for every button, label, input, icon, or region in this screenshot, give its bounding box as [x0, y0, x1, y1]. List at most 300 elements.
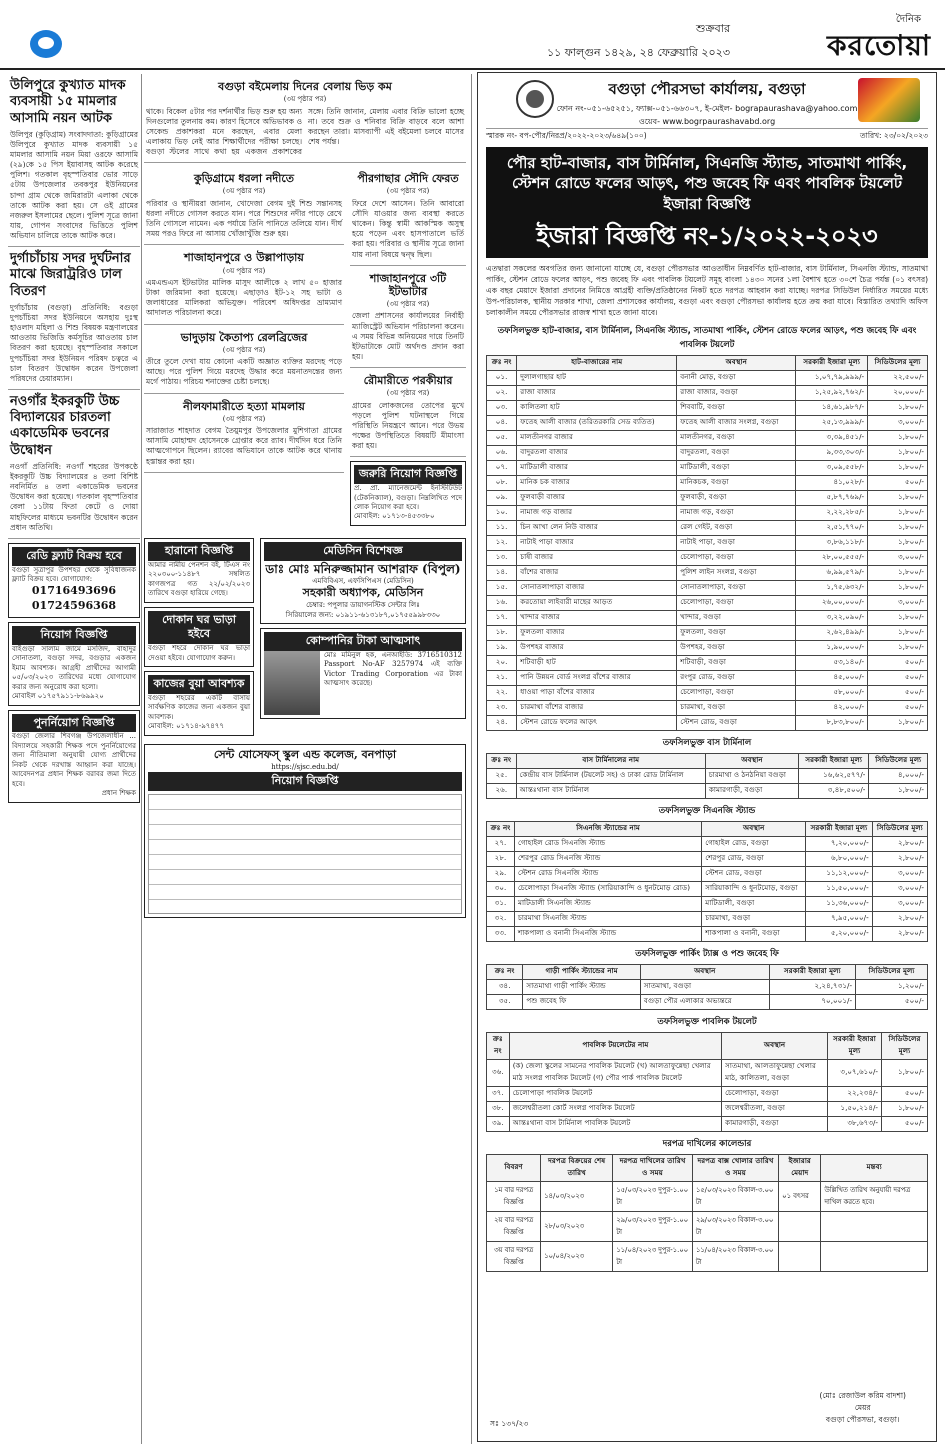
table-cell: ১০/০৪/২০২৩: [541, 1241, 613, 1271]
table-cell: স্টেশন রোড, বগুড়া: [677, 715, 796, 730]
doctor-degree: এমবিবিএস, এফসিপিএস (মেডিসিন): [312, 576, 414, 585]
table-cell: বাদুরতলা, বগুড়া: [677, 445, 796, 460]
table-cell: ৩,০৯,৫৫৮/-: [796, 460, 868, 475]
table-cell: মানিক চক বাজার: [517, 475, 677, 490]
article-roumari: [350, 368, 466, 457]
table-cell: ৩,০০০/-: [872, 866, 927, 881]
table-cell: ০৫.: [487, 430, 517, 445]
table-header-row: [487, 821, 928, 836]
table-cell: ৩৯.: [487, 1116, 510, 1131]
article-naogaon: [8, 390, 140, 539]
table-row: [487, 1241, 928, 1271]
table-hats: [486, 355, 928, 731]
mujib-centenary-logo-icon: [858, 78, 920, 122]
municipality-seal-icon: [516, 80, 554, 118]
table-row: [487, 415, 928, 430]
table-cell: ২৫.: [487, 768, 517, 783]
table-cell: [821, 1211, 928, 1241]
table-row: [487, 979, 928, 994]
school-web: https://sjsc.edu.bd/: [271, 762, 339, 771]
table-cell: ১,৮০০/-: [868, 400, 928, 415]
table-row: [487, 670, 928, 685]
table-cell: উল্লিখিত তারিখ অনুযায়ী দরপত্র দাখিল করতে হবে।: [821, 1181, 928, 1211]
notice-contact: ফোন নং-০৫১-৬৫২৫১, ফ্যাক্স-০৫১-৬৬৩০৭, ই-মেইল- bograpaurashava@yahoo.com: [556, 104, 858, 113]
table-cell: ১,৮০০/-: [868, 565, 928, 580]
column-header: বাস টার্মিনালের নাম: [516, 753, 705, 768]
table-cell: চারমাথা সিএনজি স্ট্যান্ড: [514, 911, 701, 926]
article-body: পরিবার ও স্থানীয়রা জানান, খোদেজা বেগম দুই শিশু সন্তানসহ ধরলা নদীতে গোসল করতে যান। পরে শিশুদের নদীর পাড়ে রেখে তিনি গোসলে নামেন। এক পর্যায়ে তিনি পানিতে তলিয়ে যান। দীর্ঘ সময় পরও ফিরে না আসায় খোঁজাখুঁজি শুরু হয়।: [146, 198, 342, 239]
ad-title: নিয়োগ বিজ্ঞপ্তি: [148, 772, 462, 791]
table-cell: ১৪.: [487, 565, 517, 580]
table-cell: ০৬.: [487, 445, 517, 460]
table-row: [487, 400, 928, 415]
school-posts-table: [148, 794, 462, 914]
table-cell: চারমাথা, বগুড়া: [702, 911, 806, 926]
table-row: [487, 505, 928, 520]
table-cell: ০২.: [487, 385, 517, 400]
table-row: [487, 625, 928, 640]
column-header: অবস্থান: [640, 964, 769, 979]
table-cell: চাষী বাজার: [517, 550, 677, 565]
column-header: ক্রঃ নং: [487, 753, 517, 768]
article-bhaduria: [144, 325, 344, 394]
table-cell: নামাজ গড়, বগুড়া: [677, 505, 796, 520]
table-cell: ৩৬.: [487, 1059, 510, 1086]
table-title: তফসিলভুক্ত সিএনজি স্ট্যান্ড: [658, 805, 756, 816]
table-cell: ১১,৫০,০০০/-: [806, 881, 872, 896]
table-cell: ১,০৭,৭৯,৯৯৯/-: [796, 370, 868, 385]
table-cell: ধাওয়া পাড়া বাঁশের বাজার: [517, 685, 677, 700]
table-cell: শেরপুর রোড সিএনজি স্ট্যান্ড: [514, 851, 701, 866]
table-cell: ২৮/০৩/২০২৩: [541, 1211, 613, 1241]
table-cell: কালিতলা হাট: [517, 400, 677, 415]
table-row: [487, 595, 928, 610]
doctor-title: সহকারী অধ্যাপক, মেডিসিন: [302, 586, 424, 600]
table-cell: ১,৮০০/-: [868, 535, 928, 550]
table-cell: ৫,২০,০০০/-: [806, 926, 872, 941]
table-cell: ৪১,০২৮/-: [796, 475, 868, 490]
table-cell: বাঁশের বাজার: [517, 565, 677, 580]
table-cell: চারমাথা বাঁশের বাজার: [517, 700, 677, 715]
table-cell: ১৬,৬২,৫৭৭/-: [799, 768, 869, 783]
table-cell: ১৭.: [487, 610, 517, 625]
table-cell: চেলোপাড়া, বগুড়া: [677, 550, 796, 565]
table-cell: ১,২০০/-: [856, 979, 928, 994]
ad-maid: [144, 671, 254, 736]
ad-phone: মোবাইল: ০১৭১৩-৪৫৩৩৮০: [354, 512, 435, 521]
middle-left: [144, 166, 344, 530]
table-cell: ২,৮০০/-: [872, 926, 927, 941]
article-sub: (৩য় পৃষ্ঠার পর): [222, 187, 266, 196]
table-cell: ফতেহ আলী বাজার (তরিতরকারি সেড ব্যতিত): [517, 415, 677, 430]
table-row: [487, 655, 928, 670]
table-cell: নাটাই পাড়া বাজার: [517, 535, 677, 550]
table-cell: ৭,২০,০০০/-: [806, 836, 872, 851]
table-cell: শেরপুর রোড, বগুড়া: [702, 851, 806, 866]
table-cell: ১,৮০০/-: [868, 625, 928, 640]
table-cell: ৩,২২,০৯০/-: [796, 610, 868, 625]
article-sub: (৩য় পৃষ্ঠার পর): [386, 187, 430, 196]
table-row: [487, 836, 928, 851]
table-row: [487, 896, 928, 911]
article-nilphamari: [144, 394, 344, 473]
ad-body: বগুড়া শহরের একটি বাসায় সার্বক্ষণিক কাজের জন্য একজন বুয়া আবশ্যক।: [148, 693, 250, 721]
table-cell: ১৫/০৩/২০২৩ দুপুর-১.০০ টা: [613, 1181, 693, 1211]
notice-org: বগুড়া পৌরসভা কার্যালয়, বগুড়া: [608, 80, 806, 98]
table-cell: ৬,৮০,০০০/-: [806, 851, 872, 866]
table-cell: চেলোপাড়া, বগুড়া: [677, 595, 796, 610]
notice-intro: এতদ্বারা সকলের অবগতির জন্য জানানো যাচ্ছে যে, বগুড়া পৌরসভার আওতাধীন নিম্নবর্ণিত হাট-বাজার, বাস টার্মিনাল, সিএনজি স্ট্যান্ড, সাতমাথা পার্কিং, স্টেশন রোডে ফলের আড়ৎ, পশু জবেহ ফি এবং পাবলিক টয়লেট সমূহ বাংলা ১৪৩০ সনের ১লা বৈশাখ হতে ৩০শে চৈত্র পর্যন্ত (০১ বৎসর) এক বছর মেয়াদে ইজারা প্রদানের নিমিত্তে আগ্রহী ব্যক্তি/প্রতিষ্ঠানের নিকট হতে দরপত্র আহবান করা যাচ্ছে। দরপত্র সিডিউল নির্ধারিত সময়ের মধ্যে উপ-পরিচালক, স্থানীয় সরকার শাখা, জেলা প্রশাসকের কার্যালয়, বগুড়া এবং বগুড়া পৌরসভা কার্যালয় হতে ক্রয় করা যাবে। বিস্তারিত তথ্যাদি অফিস চলাকালীন সময়ে পৌরসভার রাজস্ব শাখা হতে জানা যাবে।: [486, 264, 928, 317]
table-cell: চেলোপাড়া পাবলিক টয়লেট: [509, 1086, 721, 1101]
table-cell: ২২,৫০০/-: [868, 370, 928, 385]
ad-title: মেডিসিন বিশেষজ্ঞ: [264, 542, 462, 561]
column-middle: [144, 74, 466, 1444]
table-cell: রাজা বাজার: [517, 385, 677, 400]
table-cell: ফুলতলা, বগুড়া: [677, 625, 796, 640]
ad-title: রেডি ফ্ল্যাট বিক্রয় হবে: [12, 547, 136, 566]
masthead-small: দৈনিক: [895, 14, 921, 25]
table-cell: ২২.: [487, 685, 517, 700]
table-cell: ৩১.: [487, 896, 515, 911]
table-cell: সোনাতলাপাড়া বাজার: [517, 580, 677, 595]
table-cell: ৪৫,০০০/-: [796, 670, 868, 685]
table-cell: ৭০,০০১/-: [769, 994, 855, 1009]
school-name: সেন্ট যোসেফস্ স্কুল এন্ড কলেজ, বনপাড়া: [213, 747, 397, 761]
table-cell: ৩,০০০/-: [868, 550, 928, 565]
table-cell: সোনাতলাপাড়া, বগুড়া: [677, 580, 796, 595]
table-cell: ১২.: [487, 535, 517, 550]
table-cell: ১,৮০০/-: [868, 445, 928, 460]
page-header: [0, 0, 945, 70]
table-row: [487, 610, 928, 625]
doctor-phone: সিরিয়ালের জন্য: ০১৯১১-৬১৩১৮৭,০১৭৫৫৯৯৮৩৩০: [285, 610, 441, 619]
table-cell: আন্তঃথানা বাস টার্মিনাল: [516, 783, 705, 798]
table-row: [487, 535, 928, 550]
table-cell: চারমাথা, বগুড়া: [677, 700, 796, 715]
table-cell: ৫০০/-: [856, 994, 928, 1009]
middle-split: [144, 166, 466, 530]
table-cell: ২,৮০০/-: [872, 851, 927, 866]
article-title: রৌমারীতে পরকীয়ার: [363, 374, 453, 388]
table-row: [487, 370, 928, 385]
table-cell: ১,৭৫,৬৩২/-: [796, 580, 868, 595]
table-row: [487, 783, 928, 798]
table-cell: চিন আখা লেন নিউ বাজার: [517, 520, 677, 535]
article-title: পীরগাছার সৌদি ফেরত: [357, 172, 459, 186]
notice-web: ওয়েব- www.bogrpaurashavabd.org: [638, 117, 776, 126]
table-cell: মাটিডালী সিএনজি স্ট্যান্ড: [514, 896, 701, 911]
table-cell: নামাজ গড় বাজার: [517, 505, 677, 520]
table-cell: বগুড়া পৌর এলাকার অভ্যন্তরে: [640, 994, 769, 1009]
table-cell: বনানী মোড়, বগুড়া: [677, 370, 796, 385]
masthead: [741, 10, 931, 60]
article-kurigram: [144, 166, 344, 245]
ad-title: হারানো বিজ্ঞপ্তি: [148, 542, 250, 561]
lease-notice: [477, 72, 937, 1442]
ad-doctor: [260, 538, 466, 624]
ad-phone: মোবাইল ০১৭৫৭৯১১-৮৬৯৯২০: [12, 692, 104, 701]
table-cell: স্টেশন রোড, বগুড়া: [702, 866, 806, 881]
table-cell: [779, 1241, 821, 1271]
table-cell: ১,৮০০/-: [868, 715, 928, 730]
table-cell: ১,২৫,৯২,৭৬২/-: [796, 385, 868, 400]
article-book-fair: [144, 74, 466, 163]
table-cell: ২২,২৩৪/-: [827, 1086, 881, 1101]
table-cell: ১,৮০০/-: [868, 640, 928, 655]
table-cell: মালতীনগর, বগুড়া: [677, 430, 796, 445]
table-cell: ২য় বার দরপত্র বিজ্ঞপ্তি: [487, 1211, 541, 1241]
ad-title: জরুরি নিয়োগ বিজ্ঞপ্তি: [354, 465, 462, 484]
table-cell: শাকপালা ও বনানী, বগুড়া: [702, 926, 806, 941]
table-cell: স্টেশন রোডে ফলের আড়ৎ: [517, 715, 677, 730]
table-cell: ১১.: [487, 520, 517, 535]
table-cell: চেলোপাড়া সিএনজি স্ট্যান্ড (সারিয়াকান্দি ও ধুনটমোড় রোড): [514, 881, 701, 896]
table-cell: ৩,৮৬,১১৮/-: [796, 535, 868, 550]
table-cell: ফুলবাড়ী বাজার: [517, 490, 677, 505]
table-cell: শাকপালা ও বনানী সিএনজি স্ট্যান্ড: [514, 926, 701, 941]
table-cell: ৭,৯৫,০০০/-: [806, 911, 872, 926]
table-cell: ১৮.: [487, 625, 517, 640]
table-row: [487, 1116, 928, 1131]
doctor-center: চেম্বার: পপুলার ডায়াগনস্টিক সেন্টার লিঃ: [306, 601, 420, 610]
table-calendar: [486, 1154, 928, 1272]
table-cell: মাটিডালী বাজার: [517, 460, 677, 475]
article-sub: (৩য় পৃষ্ঠার পর): [386, 389, 430, 398]
table-cell: পুলিশ লাইন সংলগ্ন, বগুড়া: [677, 565, 796, 580]
table-cell: ফতেহ আলী বাজার সংলগ্ন, বগুড়া: [677, 415, 796, 430]
table-cell: ০৩.: [487, 400, 517, 415]
table-cell: রাজা বাজার, বগুড়া: [677, 385, 796, 400]
ad-urgent-job: [350, 461, 466, 526]
table-cell: ৯,৩৩,৩০৩/-: [796, 445, 868, 460]
column-header: অবস্থান: [677, 355, 796, 370]
table-cell: ২,৫১,৭৭০/-: [796, 520, 868, 535]
ad-title: পুনর্নিয়োগ বিজ্ঞপ্তি: [12, 714, 136, 733]
column-header: মন্তব্য: [821, 1154, 928, 1181]
table-row: [487, 926, 928, 941]
table-cell: ২৯/০৩/২০২৩ বিকাল-৩.০০ টা: [692, 1211, 778, 1241]
column-header: সরকারী ইজারা মূল্য: [799, 753, 869, 768]
table-cell: ৫০০/-: [868, 655, 928, 670]
article-body: নওগাঁ প্রতিনিধি: নওগাঁ শহরের উপকণ্ঠে ইকরকুটি উচ্চ বিদ্যালয়ের ৪ তলা বিশিষ্ট নবনির্মিত ৪ তলা একাডেমিক ভবনের উদ্বোধন করা হয়েছে। গতকাল বৃহস্পতিবার বেলা ১১টায় ফিতা কেটে ও দোয়া মাহফিলের মাধ্যমে ভবনটির উদ্বোধন করেন প্রধান অতিথি।: [10, 461, 138, 532]
column-header: সিডিউলের মূল্য: [856, 964, 928, 979]
table-title: তফসিলভুক্ত পার্কিং ট্যাক্স ও পশু জবেহ ফি: [635, 948, 779, 959]
table-cell: খান্দার, বগুড়া: [677, 610, 796, 625]
table-row: [487, 1101, 928, 1116]
table-cell: ৫০০/-: [868, 475, 928, 490]
doctor-name: ডাঃ মোঃ মনিরুজ্জামান আশরাফ (বিপুল): [265, 561, 461, 576]
ad-lost: [144, 538, 254, 603]
column-header: সিএনজি স্ট্যান্ডের নাম: [514, 821, 701, 836]
table-cell: ৩,৪৮,৫০০/-: [799, 783, 869, 798]
table-cell: ৩৫.: [487, 994, 523, 1009]
table-cell: ফুলতলা বাজার: [517, 625, 677, 640]
table-row: [487, 490, 928, 505]
table-cell: ০৪.: [487, 415, 517, 430]
article-body: তীরে তুলে দেখা যায় কোনো একটি অজ্ঞাত ব্যক্তির মরদেহ পড়ে আছে। পরে পুলিশ গিয়ে মরদেহ উদ্ধার করে ময়নাতদন্তের জন্য মর্গে পাঠায়। পরিচয় শনাক্তের চেষ্টা চলছে।: [146, 357, 342, 387]
article-brickfield: [350, 266, 466, 368]
table-row: [487, 1181, 928, 1211]
table-cell: ১১/০৪/২০২৩ বিকাল-৩.০০ টা: [692, 1241, 778, 1271]
table-cell: সারিয়াকান্দি ও ধুনটমোড়, বগুড়া: [702, 881, 806, 896]
table-cell: ৬,৯৯,৫৭৯/-: [796, 565, 868, 580]
table-cell: ২৯.: [487, 866, 515, 881]
table-cell: ১১,৩৬,০০০/-: [806, 896, 872, 911]
table-cell: ২,৮০০/-: [872, 911, 927, 926]
table-cell: ২৬.: [487, 783, 517, 798]
column-header: অবস্থান: [722, 1032, 828, 1059]
table-cell: সাতমাথা, আলতাফুন্নেছা খেলার মাঠ, কালিতলা, বগুড়া: [722, 1059, 828, 1086]
notice-memo: [486, 128, 928, 143]
table-cell: ২৬,০০,০০০/-: [796, 595, 868, 610]
table-cell: রেল গেইট, বগুড়া: [677, 520, 796, 535]
notice-code: সঃ ১৩৭/২৩: [490, 1419, 529, 1428]
column-header: দরপত্র দাখিলের তারিখ ও সময়: [613, 1154, 693, 1181]
table-cell: চেলোপাড়া, বগুড়া: [677, 685, 796, 700]
table-cell: মাটিডালী, বগুড়া: [702, 896, 806, 911]
table-cell: ২,৬২,৪৯৯/-: [796, 625, 868, 640]
header-date: ১১ ফাল্গুন ১৪২৯, ২৪ ফেব্রুয়ারি ২০২৩: [547, 46, 730, 59]
article-title: নীলফামারীতে হত্যা মামলায়: [183, 399, 305, 413]
ad-body: বগুড়া শহরে দোকান ঘর ভাড়া দেওয়া হইবে। যোগাযোগ করুন।: [148, 644, 250, 662]
ads-right: [260, 534, 466, 740]
table-cell: খান্দার বাজার: [517, 610, 677, 625]
table-cell: ৩,৩৯,৪৫১/-: [796, 430, 868, 445]
ad-flat-sale: [8, 543, 140, 618]
table-row: [487, 866, 928, 881]
newspaper-logo-icon: [30, 30, 62, 58]
table-header-row: [487, 964, 928, 979]
table-cell: [821, 1241, 928, 1271]
table-row: [487, 851, 928, 866]
table-cell: মানিকচক, বগুড়া: [677, 475, 796, 490]
notice-header: [486, 78, 928, 126]
table-cell: মাটিডালী, বগুড়া: [677, 460, 796, 475]
article-shajahanpur: [144, 245, 344, 324]
table-cell: ২৪.: [487, 715, 517, 730]
table-cell: করতোয়া লাইবারী মাছের আড়ত: [517, 595, 677, 610]
memo-date: তারিখ: ২৩/০২/২০২৩: [860, 131, 928, 140]
article-sub: (৩য় পৃষ্ঠার পর): [222, 266, 266, 275]
masthead-title: করতোয়া: [827, 29, 931, 62]
ad-body: বগুড়া জেলার শিবগঞ্জ উপজেলাধীন ... বিদ্যালয়ে সহকারী শিক্ষক পদে পুনর্নিয়োগের জন্য নীতিমালা অনুযায়ী যোগ্য প্রার্থীদের নিকট থেকে দরখাস্ত আহ্বান করা যাচ্ছে। আবেদনপত্র প্রধান শিক্ষক বরাবর জমা দিতে হবে।: [12, 732, 136, 788]
article-sub: (৩য় পৃষ্ঠার পর): [386, 300, 430, 308]
table-cell: ৩,০০০/-: [872, 896, 927, 911]
table-cell: সাতমাথা, বগুড়া: [640, 979, 769, 994]
table-cell: ৩,০০০/-: [868, 415, 928, 430]
article-sub: (৩য় পৃষ্ঠার পর): [222, 345, 266, 354]
ad-sign: প্রধান শিক্ষক: [101, 789, 136, 798]
table-row: [487, 385, 928, 400]
ad-reappointment: [8, 710, 140, 803]
table-cell: ২৩.: [487, 700, 517, 715]
sign-org: বগুড়া পৌরসভা, বগুড়া।: [825, 1415, 900, 1424]
table-title: তফসিলভুক্ত বাস টার্মিনাল: [662, 737, 752, 748]
article-dupchanchia: [8, 247, 140, 390]
table-cell: জলেশ্বরীতলা, বগুড়া: [722, 1101, 828, 1116]
table-cell: ২৯/০৩/২০২৩ দুপুর-১.০০ টা: [613, 1211, 693, 1241]
table-cell: ৫০০/-: [868, 685, 928, 700]
table-cell: ৪২,০০০/-: [796, 700, 868, 715]
memo-no: স্মারক নং- বপ-পৌর/নিরপ্র/২০২২-২০২৩/৬৪৯(১০০): [486, 131, 647, 140]
table-row: [487, 430, 928, 445]
table-cell: ১,৮০০/-: [882, 1059, 928, 1086]
article-body: জেলা প্রশাসনের কার্যালয়ের নির্বাহী ম্যাজিস্ট্রেট অভিযান পরিচালনা করেন। এ সময় বিভিন্ন অনিয়মের দায়ে তিনটি ইটভাটাকে মোট অর্থদণ্ড প্রদান করা হয়।: [352, 311, 464, 361]
table-title: তফসিলভুক্ত হাট-বাজার, বাস টার্মিনাল, সিএনজি স্ট্যান্ড, সাতমাথা পার্কিং, স্টেশন রোডে ফলের আড়ৎ, পশু জবেহ ফি এবং পাবলিক টয়লেট: [497, 325, 917, 350]
column-header: ক্রঃ নং: [487, 821, 515, 836]
table-cell: ৮,৮৩,৮০০/-: [796, 715, 868, 730]
sign-name: (মোঃ রেজাউল করিম বাদশা): [819, 1391, 906, 1400]
table-cell: ফুলবাড়ী, বগুড়া: [677, 490, 796, 505]
table-cell: ৩২.: [487, 911, 515, 926]
table-cell: ৩৭.: [487, 1086, 510, 1101]
table-header-row: [487, 1032, 928, 1059]
ad-body: বাইগুড়া সালাম জামে মসজিদ, বাহাদুর সোনাতলা, বগুড়া সদর, বগুড়ার একজন ইমাম আবশ্যক। আগ্রহী প্রার্থীদের আগামী ০৫/০৩/২০২৩ তারিখের মধ্যে যোগাযোগ করার জন্য অনুরোধ করা হলো।: [12, 645, 136, 691]
table-cell: ৩০.: [487, 881, 515, 896]
table-cell: চারমাথা ও ঠনঠনিয়া বগুড়া: [705, 768, 798, 783]
table-cell: (ক) জেলা স্কুলের সামনের পাবলিক টয়লেট (খ) আলতাফুন্নেছা খেলার মাঠ সংলগ্ন পাবলিক টয়লেট (গ) পৌর পার্ক পাবলিক টয়লেট: [509, 1059, 721, 1086]
article-title: দুর্গাচাঁচায় সদর দুর্ঘটনার মাঝে জিরাট্ররিও ঢাল বিতরণ: [10, 251, 131, 299]
ad-imam-job: [8, 622, 140, 705]
article-pirgachha: [350, 166, 466, 265]
table-cell: স্টেশন রোড সিএনজি স্ট্যান্ড: [514, 866, 701, 881]
table-cell: গোহাইল রোড, বগুড়া: [702, 836, 806, 851]
column-header: সরকারী ইজারা মূল্য: [806, 821, 872, 836]
table-cell: শিববাটি, বগুড়া: [677, 400, 796, 415]
table-cell: ০৯.: [487, 490, 517, 505]
column-header: ক্রঃ নং: [487, 355, 517, 370]
column-header: সরকারী ইজারা মূল্য: [769, 964, 855, 979]
table-cell: গোহাইল রোড সিএনজি স্ট্যান্ড: [514, 836, 701, 851]
notice-signature: [820, 1391, 906, 1427]
table-cell: ৩৩.: [487, 926, 515, 941]
ad-body: প্র. প্রা. ম্যানেজমেন্ট ইনস্টিটিউট (টেকনিক্যাল), বগুড়া। নিম্নলিখিত পদে লোক নিয়োগ করা হবে।: [354, 484, 462, 512]
table-cell: ৩,০০০/-: [868, 595, 928, 610]
table-cell: সাতমাথা গাড়ী পার্কিং স্ট্যান্ড: [523, 979, 641, 994]
table-cng: [486, 821, 928, 942]
table-cell: চেলোপাড়া, বগুড়া: [722, 1086, 828, 1101]
table-row: [487, 715, 928, 730]
article-body: থাকে। বিকেল ৫টার পর দর্শনার্থীর ভিড় শুরু হয় অন্য দিনগুলোর তুলনায় কম। কারণ হিসেবে অভিভাবক ও সেকেন্ড প্রকাশকরা মনে করছেন, এবার মেলা এলাকায় ভিড় নেই আর শিক্ষার্থীদের পরীক্ষা চলছে। বগুড়া স্টলের সাথে কথা হয় একজন প্রকাশকের সঙ্গে। তিনি জানান, মেলায় এবার বিক্রি ভালো হচ্ছে না। তবে শুক্র ও শনিবার বিক্রি বাড়বে বলে আশা করছেন তারা। মাসব্যাপী এই বইমেলা চলবে মাসের শেষ পর্যন্ত।: [146, 106, 464, 157]
column-divider: [141, 74, 142, 1444]
table-cell: শটিবাড়ী হাট: [517, 655, 677, 670]
article-ulipur: [8, 74, 140, 247]
column-header: সিডিউলের মূল্য: [872, 821, 927, 836]
column-divider: [471, 74, 472, 1444]
table-cell: ৩,০৭,৬১০/-: [827, 1059, 881, 1086]
table-row: [487, 768, 928, 783]
article-sub: (৩য় পৃষ্ঠার পর): [222, 414, 266, 423]
table-parking: [486, 964, 928, 1010]
article-title: উলিপুরে কুখ্যাত মাদক ব্যবসায়ী ১৫ মামলার আসামি নয়ন আটক: [10, 78, 126, 126]
article-title: বগুড়া বইমেলায় দিনের বেলায় ভিড় কম: [218, 80, 392, 93]
table-row: [487, 700, 928, 715]
table-cell: ১,৮০০/-: [868, 580, 928, 595]
article-body: ফিরে দেশে আসেন। তিনি আবারো সৌদি যাওয়ার জন্য ব্যবস্থা করতে থাকেন। কিন্তু স্বামী আকস্মিক অসুস্থ হয়ে পড়েন এবং হাসপাতালে ভর্তি করা হয়। পরিবার ও স্থানীয় সূত্রে জানা যায় নানা বিষয়ে দ্বন্দ্ব ছিল।: [352, 198, 464, 259]
table-row: [487, 994, 928, 1009]
table-row: [487, 1211, 928, 1241]
table-row: [487, 640, 928, 655]
column-header: হাট-বাজারের নাম: [517, 355, 677, 370]
banner-line1: পৌর হাট-বাজার, বাস টার্মিনাল, সিএনজি স্ট্যান্ড, সাতমাথা পার্কিং, স্টেশন রোডে ফলের আড়ৎ, পশু জবেহ ফি এবং পাবলিক টয়লেট ইজারা বিজ্ঞপ্তি: [506, 154, 908, 213]
table-cell: ৫,৮৭,৭৬৯/-: [796, 490, 868, 505]
article-body: গ্রামের লোকজনের তোপের মুখে পড়লে পুলিশ ঘটনাস্থলে গিয়ে পরিস্থিতি নিয়ন্ত্রণে আনে। পরে উভয় পক্ষের উপস্থিতিতে বিষয়টি মীমাংসা করা হয়।: [352, 400, 464, 451]
table-cell: কামারগাড়ী, বগুড়া: [705, 783, 798, 798]
table-cell: ১,৯০,০০০/-: [796, 640, 868, 655]
table-row: [487, 520, 928, 535]
article-title: শাজাহানপুরে ও উল্লাপাড়ায়: [184, 251, 304, 265]
column-header: দরপত্র বিক্রয়ের শেষ তারিখ: [541, 1154, 613, 1181]
